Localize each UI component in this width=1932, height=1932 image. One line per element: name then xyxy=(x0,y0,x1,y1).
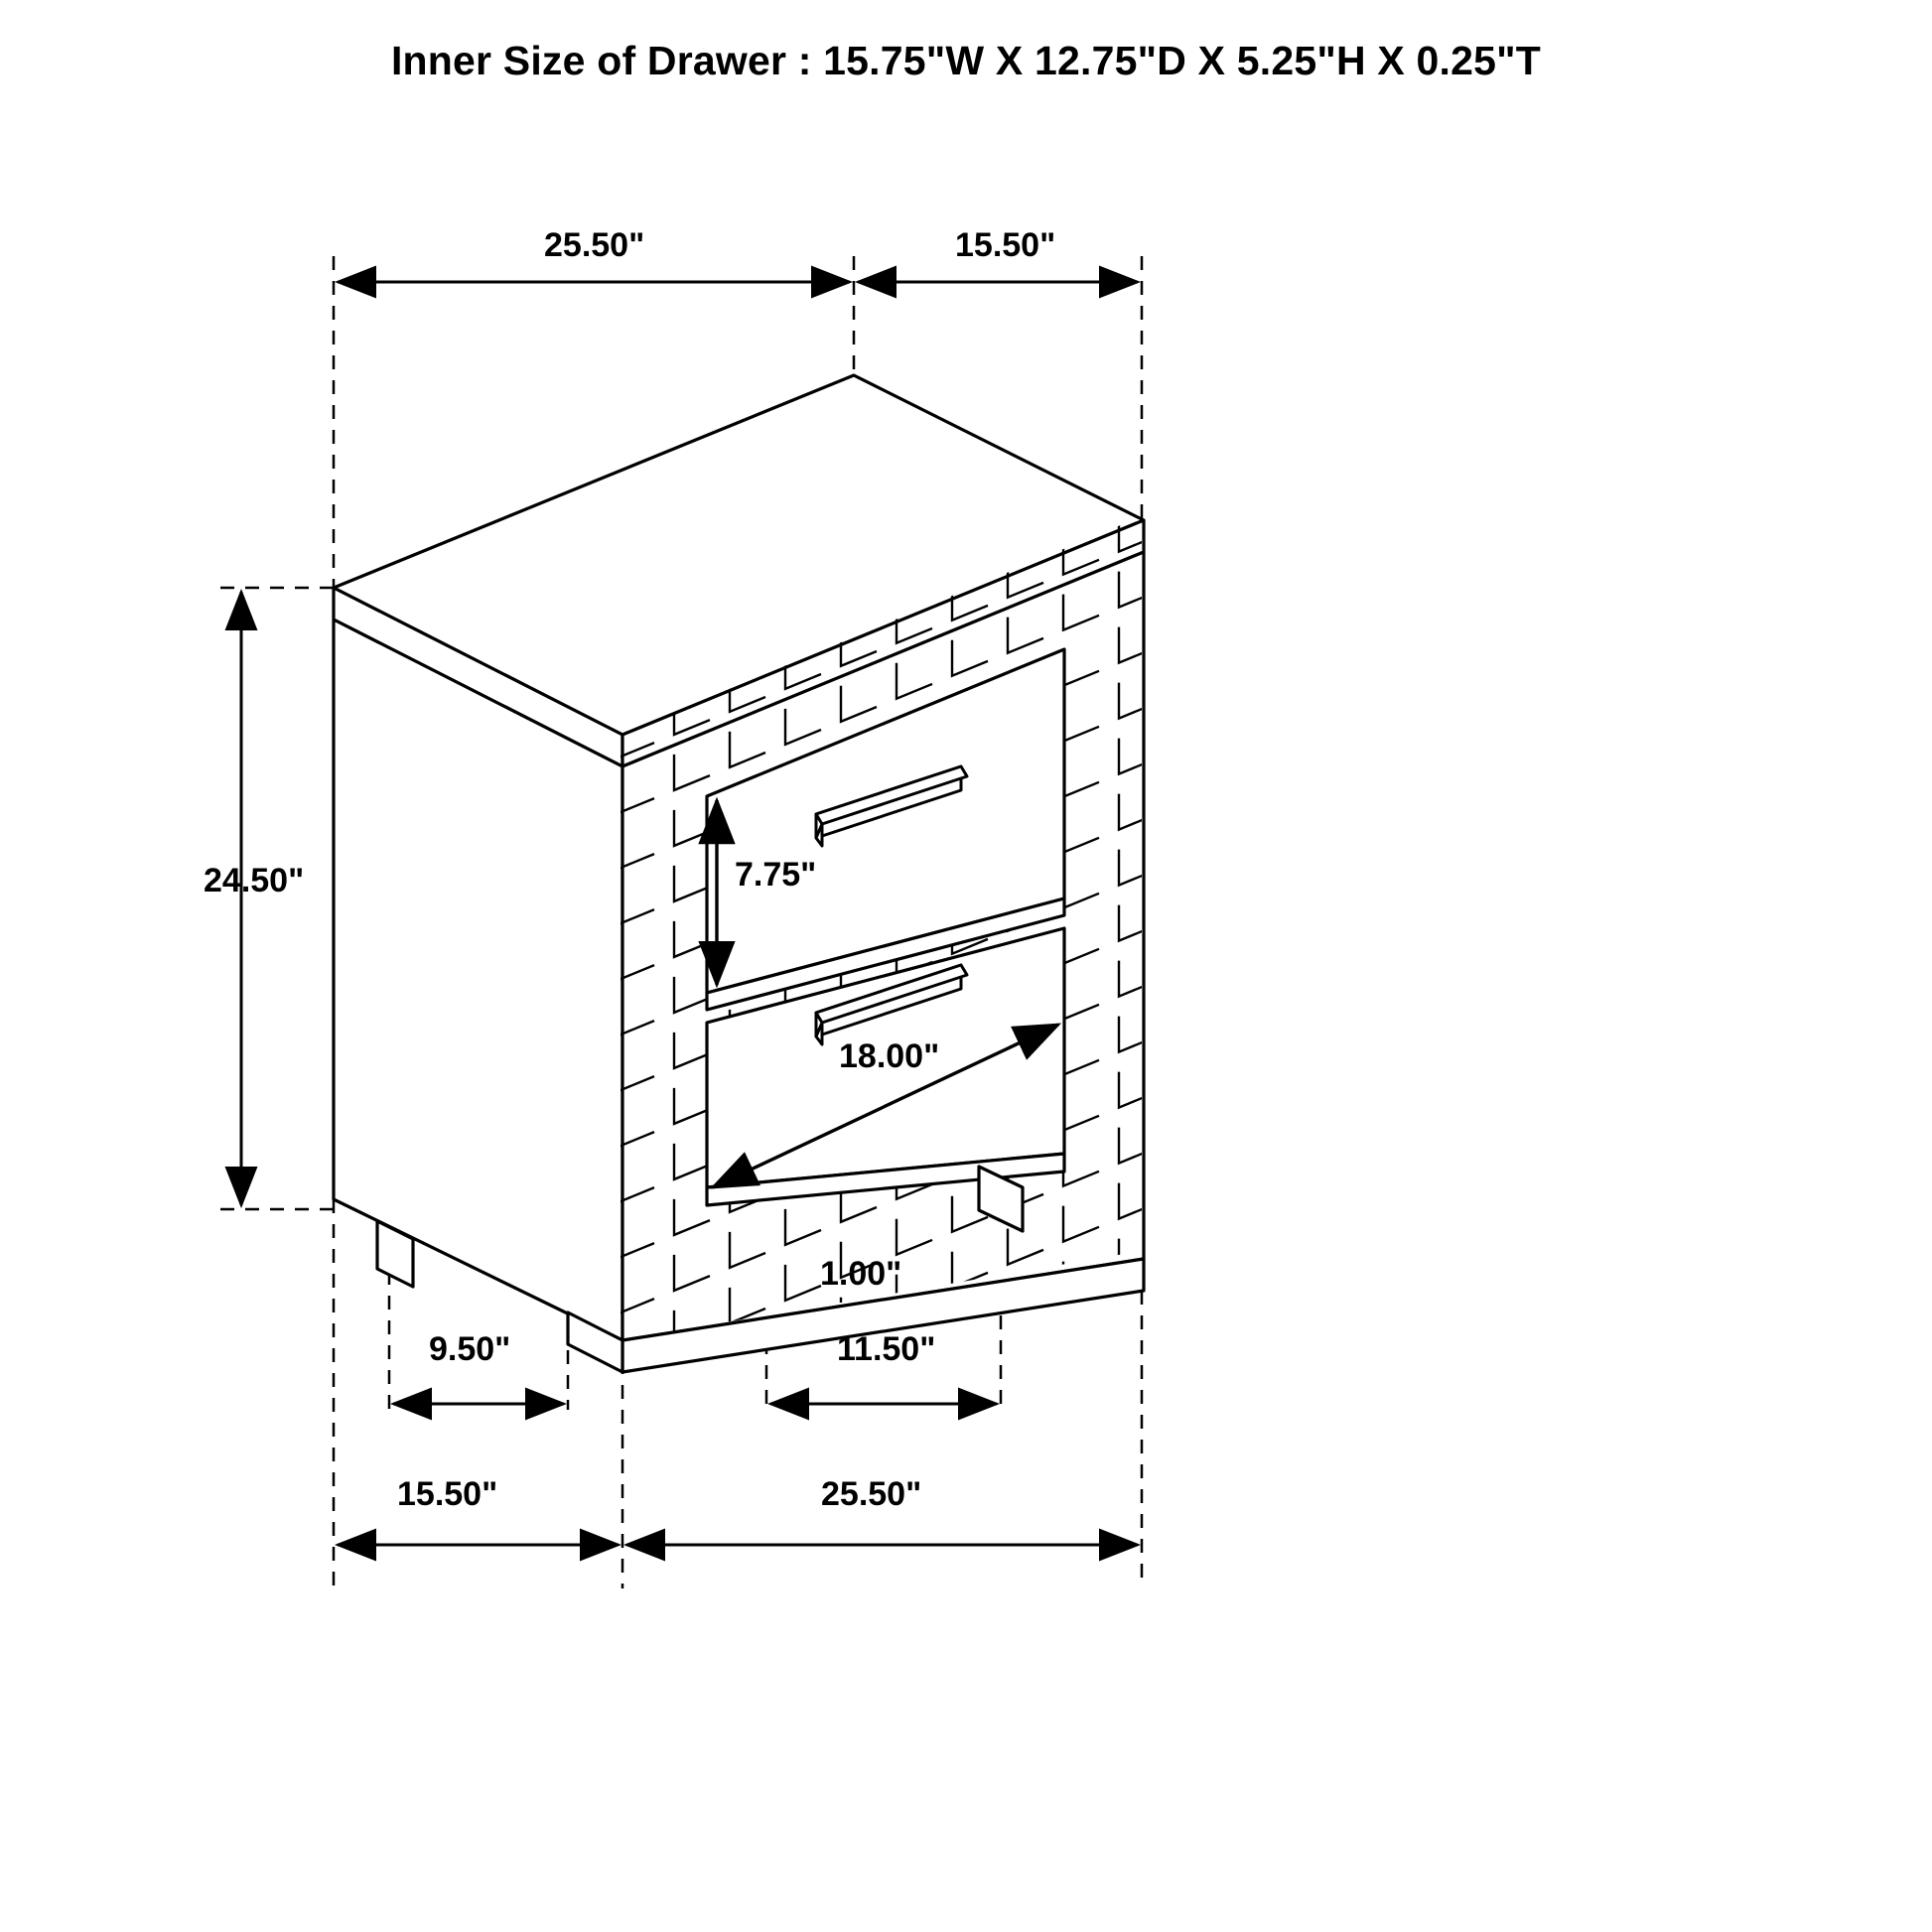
dim-drawer-face-width: 18.00" xyxy=(839,1037,940,1075)
dim-foot-offset-front: 11.50" xyxy=(837,1330,936,1368)
dim-leg-height: 1.00" xyxy=(820,1255,902,1293)
dim-overall-height: 24.50" xyxy=(204,862,305,899)
dim-base-front-width: 25.50" xyxy=(821,1475,922,1513)
page-title: Inner Size of Drawer : 15.75"W X 12.75"D X 5.25"H X 0.25"T xyxy=(390,38,1542,83)
dim-base-side-depth: 15.50" xyxy=(397,1475,498,1513)
dim-top-side-depth: 15.50" xyxy=(955,226,1056,264)
dim-foot-offset-side: 9.50" xyxy=(429,1330,511,1368)
dim-top-front-width: 25.50" xyxy=(544,226,645,264)
dim-drawer-face-height: 7.75" xyxy=(735,856,817,894)
